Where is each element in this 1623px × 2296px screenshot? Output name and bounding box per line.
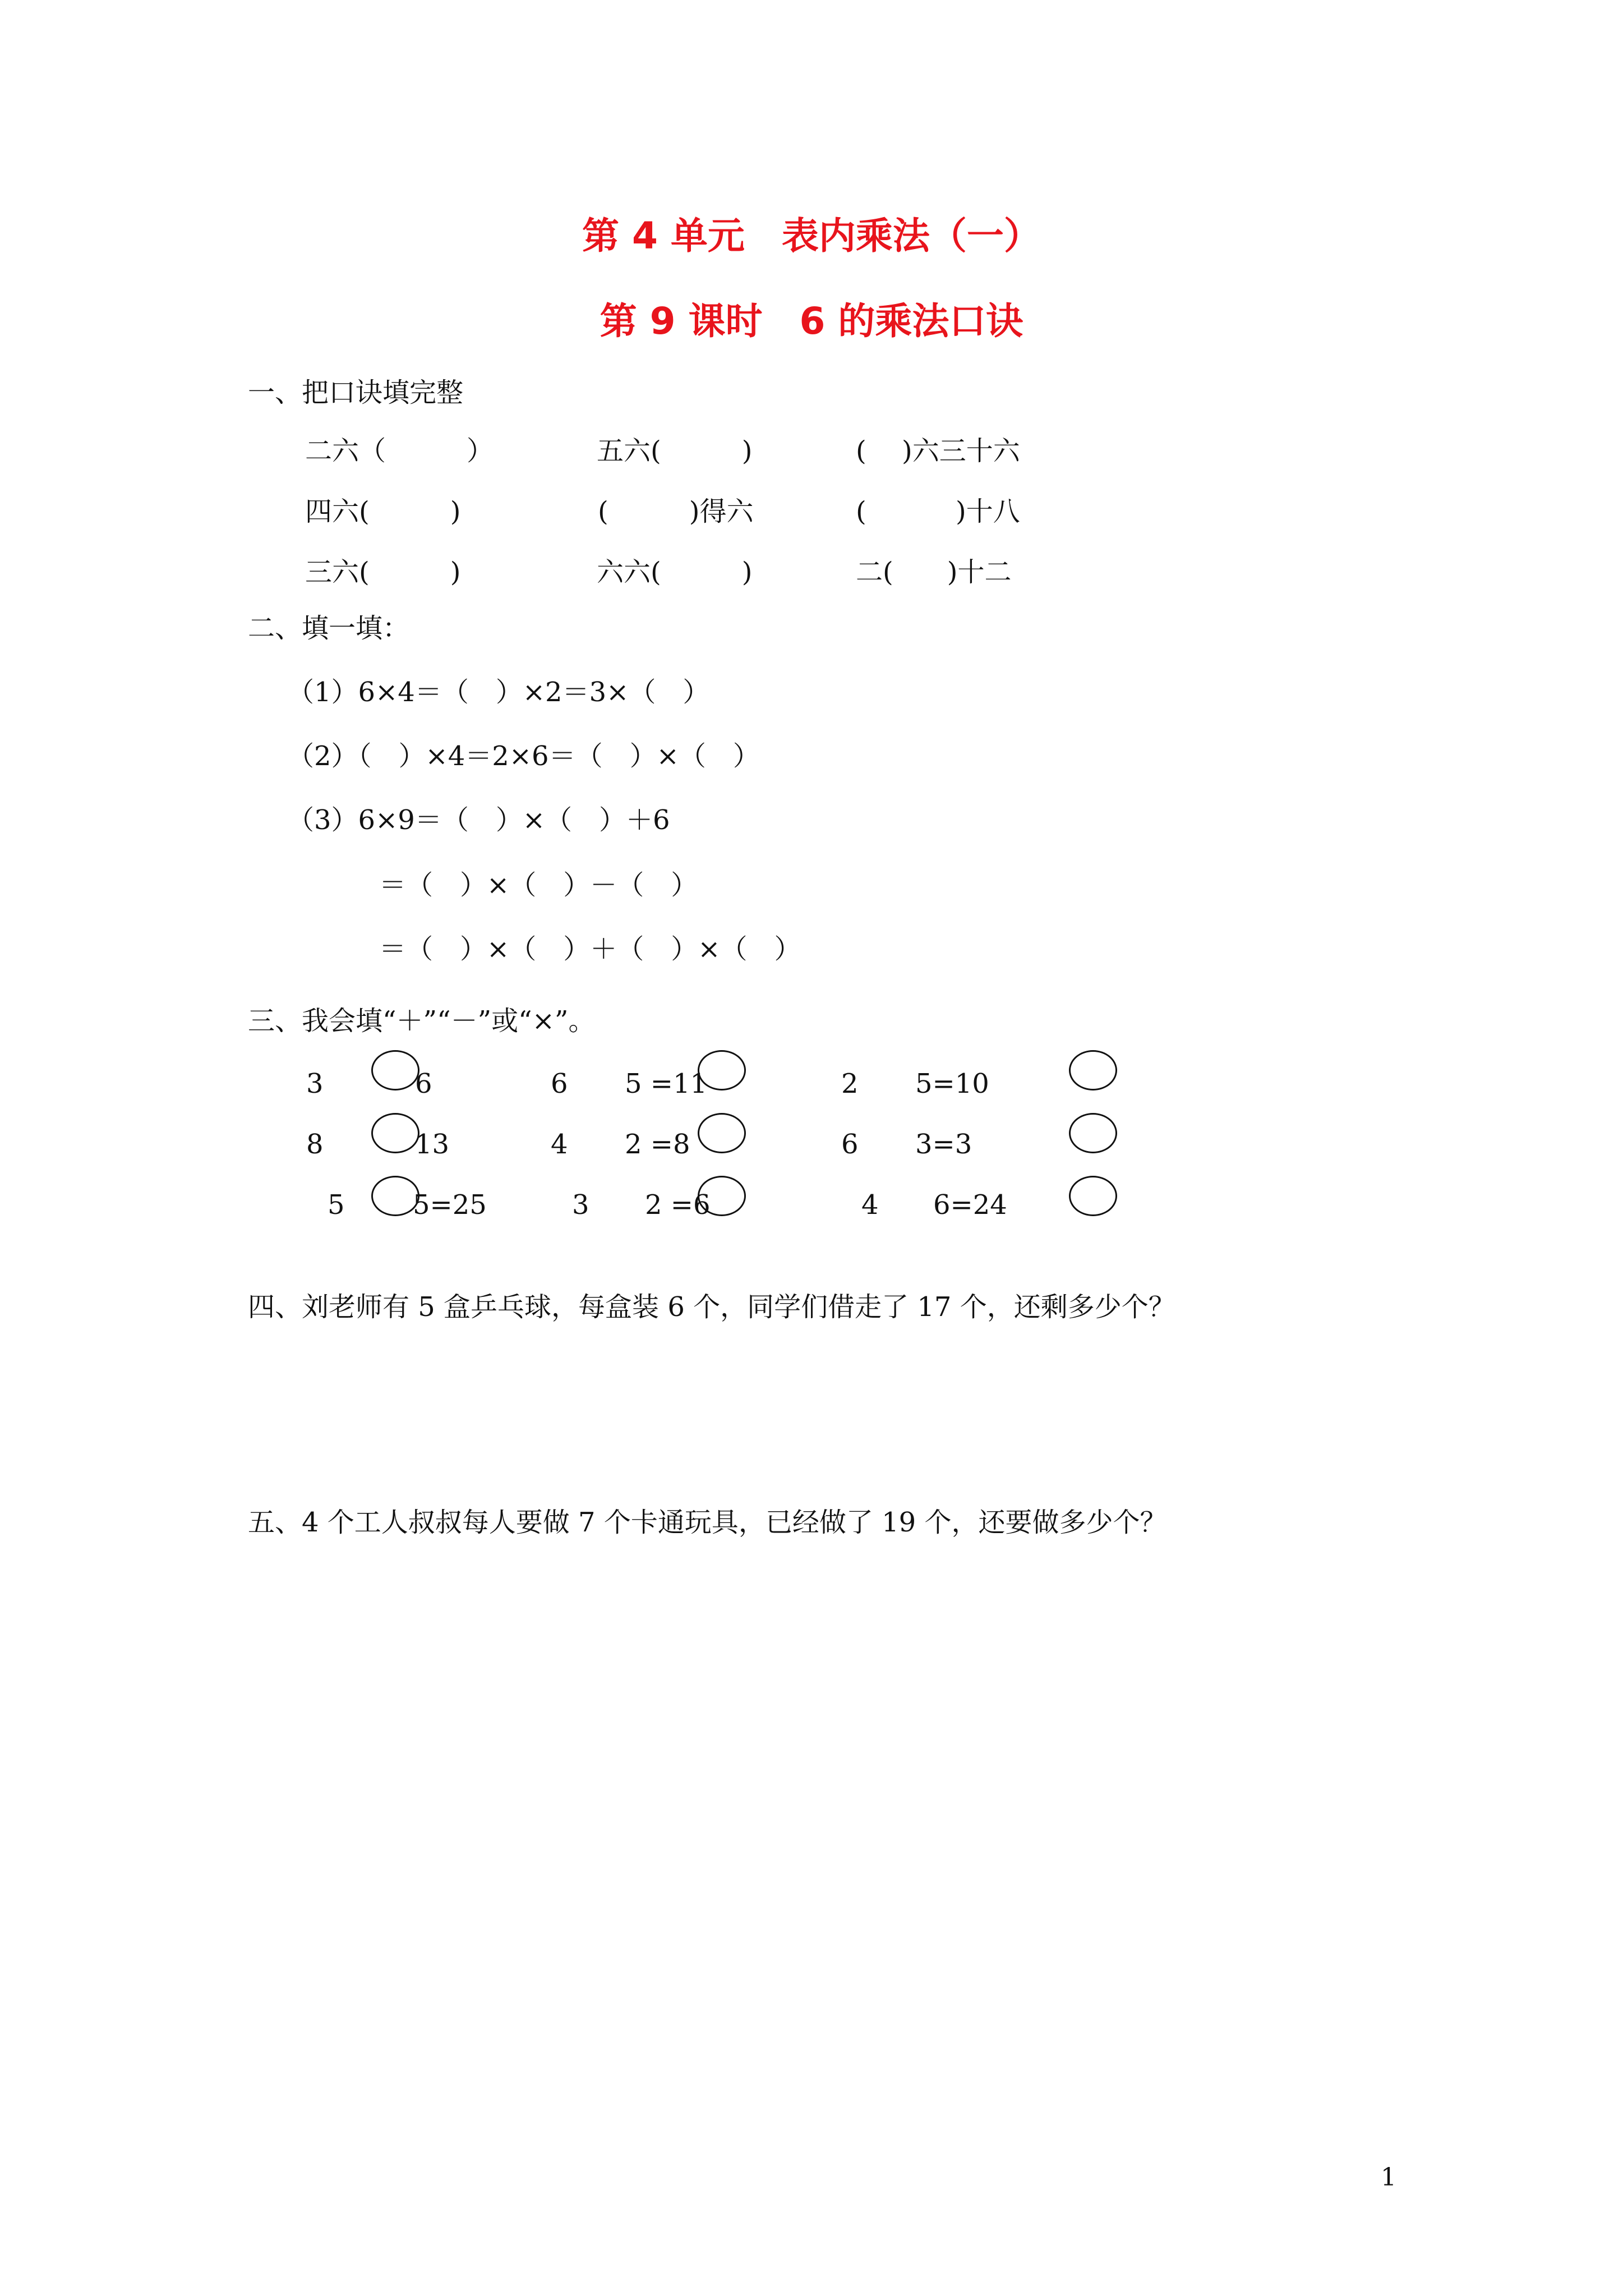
section1-item: ( )六三十六 xyxy=(856,435,1020,467)
answer-circle[interactable] xyxy=(698,1050,746,1091)
operand-b: 2 =6 xyxy=(645,1189,711,1221)
operand-a: 4 xyxy=(551,1129,568,1160)
section1-heading: 一、把口诀填完整 xyxy=(248,377,464,408)
section1-item: 二六（ ） xyxy=(305,435,494,467)
section1-item: 三六( ) xyxy=(305,556,461,588)
section2-heading: 二、填一填： xyxy=(248,613,410,644)
section1-item: 六六( ) xyxy=(597,556,753,588)
section1-item: 四六( ) xyxy=(305,496,461,527)
operand-a: 5 xyxy=(328,1189,345,1221)
answer-circle[interactable] xyxy=(1069,1113,1117,1153)
operand-b: 3=3 xyxy=(915,1129,972,1160)
answer-circle[interactable] xyxy=(1069,1176,1117,1216)
answer-circle[interactable] xyxy=(1069,1050,1117,1091)
fill-line-2: （2）（ ）×4＝2×6＝（ ）×（ ） xyxy=(287,740,760,772)
operand-a: 4 xyxy=(861,1189,879,1221)
fill-line-1: （1）6×4＝（ ）×2＝3×（ ） xyxy=(287,677,710,708)
fill-line-3-cont1: ＝（ ）×（ ）－（ ） xyxy=(379,869,698,901)
operand-b: 2 =8 xyxy=(625,1129,690,1160)
answer-circle[interactable] xyxy=(371,1050,419,1091)
fill-line-3-cont2: ＝（ ）×（ ）＋（ ）×（ ） xyxy=(379,933,801,965)
operand-b: 13 xyxy=(415,1129,450,1160)
unit-title: 第 4 单元 表内乘法（一） xyxy=(582,214,1041,257)
lesson-title: 第 9 课时 6 的乘法口诀 xyxy=(600,300,1023,343)
answer-circle[interactable] xyxy=(371,1113,419,1153)
operand-b: 5 =11 xyxy=(625,1068,708,1099)
operand-a: 6 xyxy=(551,1068,568,1099)
word-problem-4: 四、刘老师有 5 盒乒乓球，每盒装 6 个，同学们借走了 17 个，还剩多少个？ xyxy=(248,1291,1175,1323)
operand-b: 5=10 xyxy=(915,1068,989,1099)
operand-b: 6=24 xyxy=(933,1189,1007,1221)
answer-circle[interactable] xyxy=(371,1176,419,1216)
answer-circle[interactable] xyxy=(698,1176,746,1216)
operand-b: 5=25 xyxy=(413,1189,487,1221)
section1-item: 二( )十二 xyxy=(856,556,1012,588)
operand-a: 3 xyxy=(572,1189,589,1221)
section3-heading: 三、我会填“＋”“－”或“×”。 xyxy=(248,1005,596,1037)
fill-line-3: （3）6×9＝（ ）×（ ）＋6 xyxy=(287,804,670,836)
section1-item: ( )得六 xyxy=(598,496,754,527)
operand-a: 3 xyxy=(306,1068,324,1099)
section1-item: 五六( ) xyxy=(597,435,753,467)
operand-b: 6 xyxy=(415,1068,432,1099)
operand-a: 6 xyxy=(841,1129,859,1160)
word-problem-5: 五、4 个工人叔叔每人要做 7 个卡通玩具，已经做了 19 个，还要做多少个？ xyxy=(248,1507,1167,1538)
page-number: 1 xyxy=(1381,2163,1396,2192)
section1-item: ( )十八 xyxy=(856,496,1020,527)
answer-circle[interactable] xyxy=(698,1113,746,1153)
operand-a: 2 xyxy=(841,1068,859,1099)
operand-a: 8 xyxy=(306,1129,324,1160)
